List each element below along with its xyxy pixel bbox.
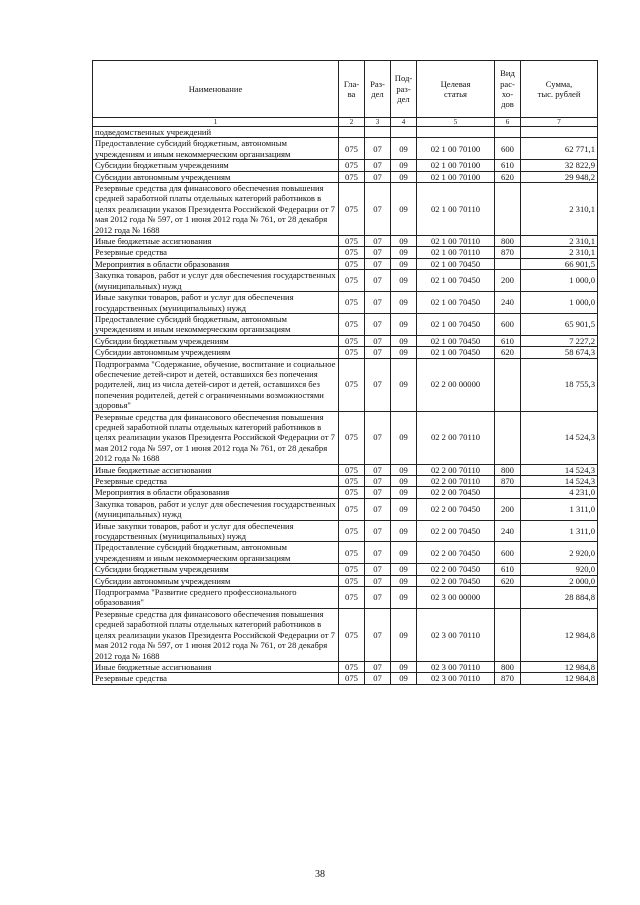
cell-glava: 075 (339, 520, 365, 542)
cell-summa: 2 310,1 (521, 236, 598, 247)
cell-glava: 075 (339, 270, 365, 292)
cell-summa: 14 524,3 (521, 464, 598, 475)
cell-name: Резервные средства для финансового обеспечения повышения средней заработной платы отдельных категорий работников в целях реализации указов Президента Российской Федерации от 7 мая 2012 года № 597, от 1 июня 2012 года № 761, от 28 декабря 2012 года № 1688 (93, 608, 339, 661)
cell-razdel: 07 (365, 183, 391, 236)
cell-glava: 075 (339, 587, 365, 609)
cell-statya: 02 3 00 70110 (417, 608, 495, 661)
cell-statya: 02 3 00 70110 (417, 673, 495, 684)
cell-vid: 800 (495, 236, 521, 247)
cell-summa: 1 311,0 (521, 498, 598, 520)
cell-summa: 2 920,0 (521, 542, 598, 564)
cell-vid (495, 411, 521, 464)
cell-statya: 02 2 00 70110 (417, 476, 495, 487)
cell-podrazdel: 09 (391, 335, 417, 346)
cell-vid: 800 (495, 661, 521, 672)
cell-vid (495, 487, 521, 498)
cell-razdel: 07 (365, 270, 391, 292)
cell-summa: 4 231,0 (521, 487, 598, 498)
cell-razdel: 07 (365, 171, 391, 182)
cell-summa: 1 311,0 (521, 520, 598, 542)
table-row (93, 138, 598, 160)
cell-razdel: 07 (365, 247, 391, 258)
cell-podrazdel: 09 (391, 258, 417, 269)
cell-name: Субсидии бюджетным учреждениям (93, 564, 339, 575)
cell-glava: 075 (339, 358, 365, 411)
cell-vid: 870 (495, 673, 521, 684)
cell-podrazdel: 09 (391, 247, 417, 258)
cell-podrazdel: 09 (391, 587, 417, 609)
cell-glava: 075 (339, 247, 365, 258)
cell-razdel: 07 (365, 411, 391, 464)
cell-razdel: 07 (365, 464, 391, 475)
table-row (93, 575, 598, 586)
table-row (93, 476, 598, 487)
cell-podrazdel: 09 (391, 564, 417, 575)
cell-summa: 29 948,2 (521, 171, 598, 182)
cell-summa: 18 755,3 (521, 358, 598, 411)
cell-vid: 610 (495, 335, 521, 346)
cell-podrazdel: 09 (391, 498, 417, 520)
cell-summa: 66 901,5 (521, 258, 598, 269)
column-number: 3 (365, 118, 391, 127)
cell-name: Иные закупки товаров, работ и услуг для обеспечения государственных (муниципальных) нужд (93, 292, 339, 314)
cell-name: Предоставление субсидий бюджетным, автономным учреждениям и иным некоммерческим организациям (93, 313, 339, 335)
column-number: 5 (417, 118, 495, 127)
cell-razdel: 07 (365, 236, 391, 247)
cell-summa: 14 524,3 (521, 411, 598, 464)
column-number-row (93, 118, 598, 127)
cell-name: подведомственных учреждений (93, 127, 339, 138)
cell-statya: 02 1 00 70100 (417, 171, 495, 182)
cell-vid: 620 (495, 347, 521, 358)
cell-name: Резервные средства для финансового обеспечения повышения средней заработной платы отдельных категорий работников в целях реализации указов Президента Российской Федерации от 7 мая 2012 года № 597, от 1 июня 2012 года № 761, от 28 декабря 2012 года № 1688 (93, 411, 339, 464)
cell-glava: 075 (339, 542, 365, 564)
cell-razdel: 07 (365, 347, 391, 358)
table-row (93, 564, 598, 575)
table-row (93, 270, 598, 292)
cell-summa: 14 524,3 (521, 476, 598, 487)
table-row (93, 661, 598, 672)
cell-podrazdel: 09 (391, 171, 417, 182)
cell-name: Предоставление субсидий бюджетным, автономным учреждениям и иным некоммерческим организациям (93, 138, 339, 160)
cell-statya: 02 2 00 70110 (417, 411, 495, 464)
header-name: Наименование (93, 61, 339, 118)
cell-vid: 200 (495, 498, 521, 520)
cell-glava: 075 (339, 160, 365, 171)
cell-razdel: 07 (365, 476, 391, 487)
page-number: 38 (315, 869, 325, 880)
cell-summa: 2 000,0 (521, 575, 598, 586)
cell-vid: 600 (495, 542, 521, 564)
cell-statya: 02 2 00 70450 (417, 542, 495, 564)
cell-statya: 02 2 00 70450 (417, 575, 495, 586)
cell-glava: 075 (339, 673, 365, 684)
cell-razdel: 07 (365, 608, 391, 661)
cell-name: Иные закупки товаров, работ и услуг для обеспечения государственных (муниципальных) нужд (93, 520, 339, 542)
cell-vid (495, 358, 521, 411)
cell-podrazdel (391, 127, 417, 138)
cell-statya: 02 2 00 70450 (417, 564, 495, 575)
column-number: 4 (391, 118, 417, 127)
cell-statya: 02 2 00 70450 (417, 487, 495, 498)
cell-summa: 62 771,1 (521, 138, 598, 160)
cell-statya: 02 2 00 70110 (417, 464, 495, 475)
cell-summa: 1 000,0 (521, 270, 598, 292)
cell-statya: 02 1 00 70450 (417, 292, 495, 314)
cell-summa: 28 884,8 (521, 587, 598, 609)
cell-glava (339, 127, 365, 138)
cell-razdel: 07 (365, 335, 391, 346)
cell-vid: 610 (495, 564, 521, 575)
cell-razdel: 07 (365, 587, 391, 609)
cell-summa: 1 000,0 (521, 292, 598, 314)
cell-razdel: 07 (365, 292, 391, 314)
cell-podrazdel: 09 (391, 411, 417, 464)
cell-summa: 920,0 (521, 564, 598, 575)
table-row (93, 247, 598, 258)
cell-podrazdel: 09 (391, 673, 417, 684)
table-row (93, 183, 598, 236)
cell-podrazdel: 09 (391, 520, 417, 542)
cell-statya: 02 2 00 00000 (417, 358, 495, 411)
cell-statya: 02 2 00 70450 (417, 498, 495, 520)
cell-vid: 600 (495, 138, 521, 160)
table-row (93, 335, 598, 346)
cell-name: Резервные средства (93, 247, 339, 258)
column-number: 6 (495, 118, 521, 127)
cell-statya: 02 1 00 70100 (417, 138, 495, 160)
column-number: 7 (521, 118, 598, 127)
cell-statya: 02 2 00 70450 (417, 520, 495, 542)
cell-name: Подпрограмма "Развитие среднего профессионального образования" (93, 587, 339, 609)
cell-glava: 075 (339, 498, 365, 520)
table-row (93, 160, 598, 171)
cell-vid (495, 258, 521, 269)
cell-summa: 12 984,8 (521, 673, 598, 684)
cell-razdel: 07 (365, 487, 391, 498)
cell-glava: 075 (339, 138, 365, 160)
cell-vid: 870 (495, 476, 521, 487)
cell-statya: 02 1 00 70110 (417, 247, 495, 258)
cell-razdel: 07 (365, 661, 391, 672)
cell-statya: 02 3 00 70110 (417, 661, 495, 672)
cell-name: Субсидии бюджетным учреждениям (93, 160, 339, 171)
cell-glava: 075 (339, 464, 365, 475)
cell-statya: 02 1 00 70100 (417, 160, 495, 171)
cell-statya: 02 1 00 70110 (417, 236, 495, 247)
table-header-row (93, 61, 598, 118)
cell-razdel: 07 (365, 542, 391, 564)
cell-summa: 32 822,9 (521, 160, 598, 171)
cell-podrazdel: 09 (391, 347, 417, 358)
cell-name: Иные бюджетные ассигнования (93, 236, 339, 247)
cell-glava: 075 (339, 258, 365, 269)
cell-podrazdel: 09 (391, 313, 417, 335)
cell-razdel: 07 (365, 575, 391, 586)
table-row (93, 542, 598, 564)
table-row (93, 673, 598, 684)
table-row (93, 292, 598, 314)
cell-vid: 200 (495, 270, 521, 292)
cell-glava: 075 (339, 292, 365, 314)
cell-glava: 075 (339, 183, 365, 236)
cell-vid: 240 (495, 292, 521, 314)
cell-statya: 02 1 00 70450 (417, 347, 495, 358)
cell-vid: 620 (495, 171, 521, 182)
cell-glava: 075 (339, 608, 365, 661)
cell-summa (521, 127, 598, 138)
cell-podrazdel: 09 (391, 292, 417, 314)
cell-vid (495, 587, 521, 609)
table-body (93, 127, 598, 685)
header-glava: Гла- ва (339, 61, 365, 118)
cell-statya: 02 1 00 70450 (417, 258, 495, 269)
cell-name: Закупка товаров, работ и услуг для обеспечения государственных (муниципальных) нужд (93, 270, 339, 292)
cell-vid: 610 (495, 160, 521, 171)
table-row (93, 587, 598, 609)
cell-razdel: 07 (365, 673, 391, 684)
header-statya: Целевая статья (417, 61, 495, 118)
cell-razdel: 07 (365, 258, 391, 269)
table-row (93, 236, 598, 247)
cell-glava: 075 (339, 564, 365, 575)
cell-podrazdel: 09 (391, 270, 417, 292)
cell-vid (495, 183, 521, 236)
cell-name: Иные бюджетные ассигнования (93, 464, 339, 475)
cell-name: Иные бюджетные ассигнования (93, 661, 339, 672)
cell-vid: 600 (495, 313, 521, 335)
cell-name: Подпрограмма "Содержание, обучение, воспитание и социальное обеспечение детей-сирот и детей, оставшихся без попечения родителей, лиц из числа детей-сирот и детей, оставшихся без попечения родителей, детей с ограниченными возможностями здоровья" (93, 358, 339, 411)
cell-statya: 02 3 00 00000 (417, 587, 495, 609)
cell-name: Субсидии автономным учреждениям (93, 171, 339, 182)
cell-summa: 2 310,1 (521, 247, 598, 258)
header-podrazdel: Под- раз- дел (391, 61, 417, 118)
cell-name: Субсидии бюджетным учреждениям (93, 335, 339, 346)
table-row (93, 411, 598, 464)
cell-podrazdel: 09 (391, 575, 417, 586)
cell-glava: 075 (339, 661, 365, 672)
header-summa: Сумма, тыс. рублей (521, 61, 598, 118)
cell-statya: 02 1 00 70450 (417, 270, 495, 292)
table-row (93, 520, 598, 542)
cell-statya: 02 1 00 70110 (417, 183, 495, 236)
cell-name: Резервные средства (93, 476, 339, 487)
cell-razdel: 07 (365, 138, 391, 160)
cell-razdel: 07 (365, 520, 391, 542)
cell-podrazdel: 09 (391, 464, 417, 475)
cell-razdel: 07 (365, 498, 391, 520)
table-row (93, 498, 598, 520)
cell-vid: 620 (495, 575, 521, 586)
table-row (93, 464, 598, 475)
column-number: 1 (93, 118, 339, 127)
cell-razdel: 07 (365, 564, 391, 575)
cell-razdel: 07 (365, 160, 391, 171)
cell-summa: 65 901,5 (521, 313, 598, 335)
cell-statya (417, 127, 495, 138)
cell-name: Субсидии автономным учреждениям (93, 347, 339, 358)
table-row (93, 608, 598, 661)
cell-razdel: 07 (365, 358, 391, 411)
cell-summa: 12 984,8 (521, 661, 598, 672)
cell-vid: 800 (495, 464, 521, 475)
cell-name: Субсидии автономным учреждениям (93, 575, 339, 586)
cell-name: Резервные средства для финансового обеспечения повышения средней заработной платы отдельных категорий работников в целях реализации указов Президента Российской Федерации от 7 мая 2012 года № 597, от 1 июня 2012 года № 761, от 28 декабря 2012 года № 1688 (93, 183, 339, 236)
cell-podrazdel: 09 (391, 661, 417, 672)
table-row (93, 258, 598, 269)
cell-glava: 075 (339, 236, 365, 247)
cell-name: Мероприятия в области образования (93, 487, 339, 498)
cell-summa: 12 984,8 (521, 608, 598, 661)
cell-podrazdel: 09 (391, 542, 417, 564)
cell-statya: 02 1 00 70450 (417, 313, 495, 335)
cell-vid (495, 608, 521, 661)
table-row (93, 358, 598, 411)
cell-vid (495, 127, 521, 138)
cell-vid: 240 (495, 520, 521, 542)
cell-name: Закупка товаров, работ и услуг для обеспечения государственных (муниципальных) нужд (93, 498, 339, 520)
cell-podrazdel: 09 (391, 138, 417, 160)
cell-glava: 075 (339, 575, 365, 586)
cell-glava: 075 (339, 335, 365, 346)
cell-podrazdel: 09 (391, 236, 417, 247)
cell-glava: 075 (339, 171, 365, 182)
header-vid: Вид рас- хо- дов (495, 61, 521, 118)
cell-summa: 2 310,1 (521, 183, 598, 236)
cell-razdel: 07 (365, 313, 391, 335)
cell-glava: 075 (339, 411, 365, 464)
header-razdel: Раз- дел (365, 61, 391, 118)
cell-podrazdel: 09 (391, 160, 417, 171)
cell-glava: 075 (339, 487, 365, 498)
table-row (93, 347, 598, 358)
cell-podrazdel: 09 (391, 487, 417, 498)
cell-podrazdel: 09 (391, 358, 417, 411)
cell-name: Резервные средства (93, 673, 339, 684)
table-row (93, 313, 598, 335)
cell-podrazdel: 09 (391, 476, 417, 487)
table-row (93, 487, 598, 498)
cell-podrazdel: 09 (391, 608, 417, 661)
table-row (93, 171, 598, 182)
cell-summa: 58 674,3 (521, 347, 598, 358)
cell-vid: 870 (495, 247, 521, 258)
cell-razdel (365, 127, 391, 138)
cell-summa: 7 227,2 (521, 335, 598, 346)
cell-glava: 075 (339, 313, 365, 335)
cell-glava: 075 (339, 476, 365, 487)
column-number: 2 (339, 118, 365, 127)
table-row (93, 127, 598, 138)
budget-table (92, 60, 598, 685)
cell-glava: 075 (339, 347, 365, 358)
cell-statya: 02 1 00 70450 (417, 335, 495, 346)
cell-podrazdel: 09 (391, 183, 417, 236)
cell-name: Мероприятия в области образования (93, 258, 339, 269)
cell-name: Предоставление субсидий бюджетным, автономным учреждениям и иным некоммерческим организациям (93, 542, 339, 564)
